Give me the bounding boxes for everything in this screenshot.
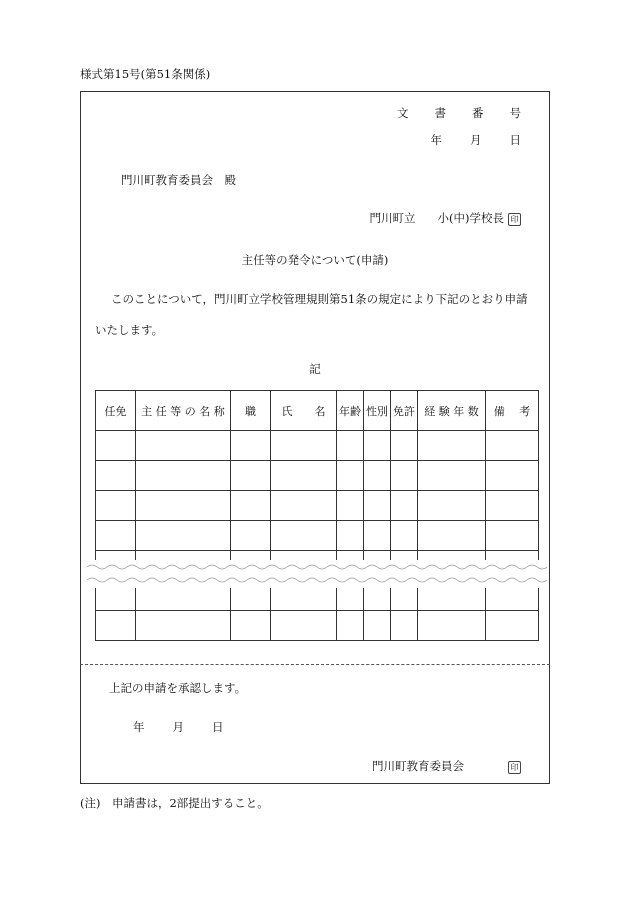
body-text-line-2: いたします。 bbox=[95, 323, 164, 337]
table-cell bbox=[337, 611, 364, 641]
table-cell bbox=[136, 611, 231, 641]
date-day: 日 bbox=[212, 720, 224, 734]
table-cell bbox=[96, 461, 136, 491]
table-cell bbox=[271, 611, 337, 641]
col-nin-men: 任免 bbox=[96, 391, 136, 431]
table-cell bbox=[96, 431, 136, 461]
table-cell bbox=[337, 491, 364, 521]
table-cell bbox=[364, 461, 391, 491]
table-cell bbox=[136, 461, 231, 491]
col-sex: 性別 bbox=[364, 391, 391, 431]
sender bbox=[370, 210, 521, 226]
dashed-divider bbox=[80, 664, 550, 665]
form-title: 様式第15号(第51条関係) bbox=[80, 67, 211, 81]
doc-number-char: 書 bbox=[434, 106, 446, 120]
table-omission-break bbox=[87, 560, 547, 588]
table-cell bbox=[96, 491, 136, 521]
date-year: 年 bbox=[430, 133, 442, 147]
table-header-row bbox=[96, 391, 539, 431]
table-cell bbox=[391, 611, 418, 641]
table-cell bbox=[271, 431, 337, 461]
col-position-name: 主 任 等 の 名 称 bbox=[136, 391, 231, 431]
table-cell bbox=[364, 491, 391, 521]
sender-town: 門川町立 bbox=[369, 211, 416, 225]
table-cell bbox=[391, 461, 418, 491]
document-number-label bbox=[397, 105, 521, 121]
table-cell bbox=[271, 491, 337, 521]
col-shoku: 職 bbox=[231, 391, 271, 431]
seal-icon: 印 bbox=[508, 761, 521, 774]
table-cell bbox=[486, 431, 539, 461]
approval-text: 上記の申請を承認します。 bbox=[109, 681, 247, 695]
table-cell bbox=[231, 461, 271, 491]
date-day: 日 bbox=[509, 133, 521, 147]
table-cell bbox=[418, 431, 486, 461]
table-cell bbox=[418, 491, 486, 521]
doc-number-char: 文 bbox=[397, 106, 409, 120]
table-cell bbox=[337, 461, 364, 491]
ki-heading: 記 bbox=[309, 362, 321, 376]
appointment-table bbox=[95, 390, 539, 641]
table-cell bbox=[418, 461, 486, 491]
table-cell bbox=[364, 431, 391, 461]
table-cell bbox=[271, 461, 337, 491]
table-cell bbox=[231, 521, 271, 551]
table-cell bbox=[486, 521, 539, 551]
doc-number-char: 番 bbox=[472, 106, 484, 120]
col-license: 免許 bbox=[391, 391, 418, 431]
table-cell bbox=[136, 491, 231, 521]
col-experience-years: 経 験 年 数 bbox=[418, 391, 486, 431]
table-cell bbox=[337, 431, 364, 461]
table-cell bbox=[486, 491, 539, 521]
table-cell bbox=[364, 611, 391, 641]
table-row bbox=[96, 431, 539, 461]
table-cell bbox=[136, 521, 231, 551]
table-cell bbox=[96, 521, 136, 551]
table-row bbox=[96, 491, 539, 521]
sender-school: 小(中)学校長 bbox=[437, 211, 504, 225]
table-cell bbox=[418, 521, 486, 551]
board-name: 門川町教育委員会 bbox=[372, 759, 464, 773]
date-year: 年 bbox=[133, 720, 145, 734]
table-cell bbox=[337, 521, 364, 551]
table-cell bbox=[231, 431, 271, 461]
table-row bbox=[96, 611, 539, 641]
table-cell bbox=[391, 491, 418, 521]
table-cell bbox=[231, 491, 271, 521]
body-text-line-1: このことについて，門川町立学校管理規則第51条の規定により下記のとおり申請 bbox=[111, 292, 528, 306]
table-cell bbox=[96, 611, 136, 641]
seal-icon: 印 bbox=[508, 213, 521, 226]
table-cell bbox=[486, 611, 539, 641]
table-cell bbox=[136, 431, 231, 461]
table-cell bbox=[364, 521, 391, 551]
table-cell bbox=[231, 611, 271, 641]
application-date bbox=[431, 132, 522, 148]
table-cell bbox=[486, 461, 539, 491]
doc-number-char: 号 bbox=[509, 106, 521, 120]
table-cell bbox=[418, 611, 486, 641]
col-remarks: 備 考 bbox=[486, 391, 539, 431]
table-cell bbox=[271, 521, 337, 551]
table-cell bbox=[391, 521, 418, 551]
table-row bbox=[96, 461, 539, 491]
col-name: 氏 名 bbox=[271, 391, 337, 431]
table-row bbox=[96, 521, 539, 551]
approval-date bbox=[133, 719, 224, 735]
footnote: (注) 申請書は，2部提出すること。 bbox=[80, 796, 269, 810]
document-subject: 主任等の発令について(申請) bbox=[241, 253, 389, 267]
date-month: 月 bbox=[172, 720, 184, 734]
date-month: 月 bbox=[470, 133, 482, 147]
approving-board bbox=[372, 758, 521, 774]
table-cell bbox=[391, 431, 418, 461]
addressee: 門川町教育委員会 殿 bbox=[121, 173, 236, 187]
application-form-frame bbox=[80, 91, 550, 784]
col-age: 年齢 bbox=[337, 391, 364, 431]
